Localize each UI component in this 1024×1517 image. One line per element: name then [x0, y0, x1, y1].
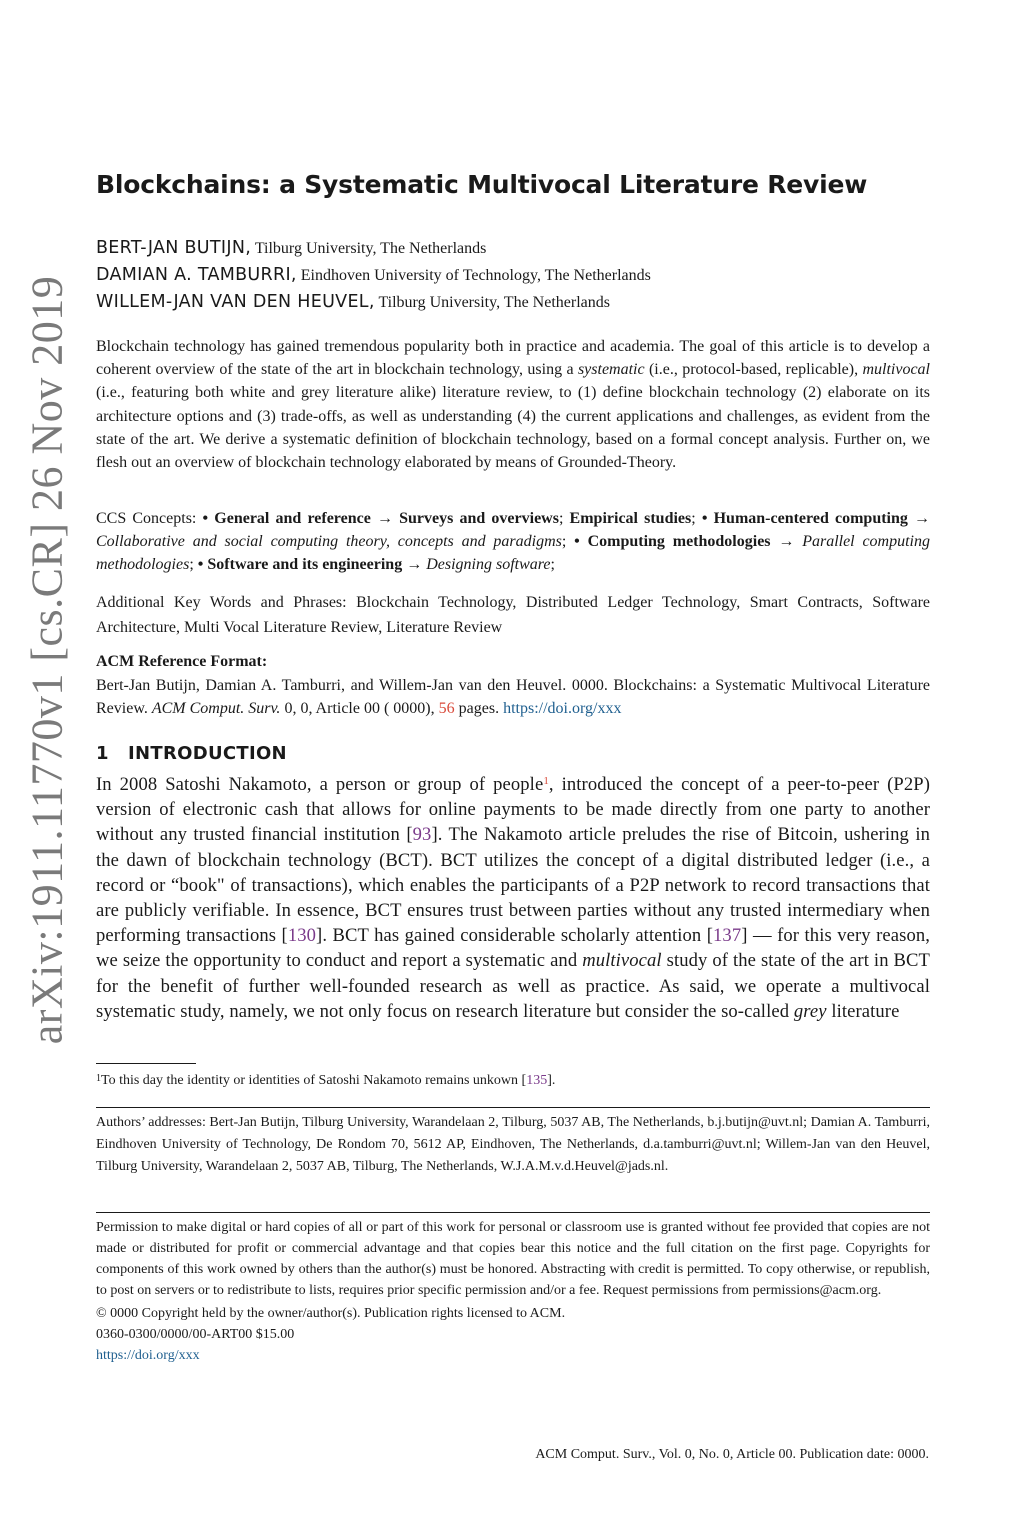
citation-link[interactable]: 130 — [287, 925, 317, 947]
author-affiliation: Tilburg University, The Netherlands — [378, 294, 610, 311]
page-footer: ACM Comput. Surv., Vol. 0, No. 0, Article 00. Publication date: 0000. — [535, 1447, 929, 1462]
doi-link[interactable]: https://doi.org/xxx — [96, 1348, 200, 1363]
author-affiliation: Eindhoven University of Technology, The Netherlands — [300, 267, 651, 284]
author-list — [96, 238, 930, 319]
doi-link[interactable]: https://doi.org/xxx — [503, 700, 622, 717]
author-name: WILLEM-JAN VAN DEN HEUVEL, — [96, 292, 375, 312]
citation-link[interactable]: 135 — [526, 1073, 548, 1088]
intro-paragraph: In 2008 Satoshi Nakamoto, a person or group of people$^1$, introduced the concept of a peer-to-peer (P2P) version of electronic cash that allows for online payments to be made directly from one party to another without any trusted financial institution [93]. The Nakamoto article preludes the rise of Bitcoin, ushering in the dawn of blockchain technology (BCT). BCT utilizes the concept of a digital distributed ledger (i.e., a record or “book" of transactions), which enables the participants of a P2P network to record transactions that are publicly verifiable. In essence, BCT ensures trust between parties without any trusted intermediary when performing transactions [130]. BCT has gained considerable scholarly attention [137] — for this very reason, we seize the opportunity to conduct and report a systematic and multivocal study of the state of the art in BCT for the benefit of further well-founded research as well as practice. As said, we operate a multivocal systematic study, namely, we not only focus on research literature but consider the so-called grey literature — [96, 774, 931, 1022]
acm-reference-label: ACM Reference Format: — [96, 653, 268, 670]
author-entry — [96, 292, 930, 319]
copyright-line: © 0000 Copyright held by the owner/author(s). Publication rights licensed to ACM. — [96, 1306, 566, 1321]
permission-text: Permission to make digital or hard copies of all or part of this work for personal or classroom use is granted without fee provided that copies are not made or distributed for profit or commercial advantage and that copies bear this notice and the full citation on the first page. Copyrights for components of this work owned by others than the author(s) must be honored. Abstracting with credit is permitted. To copy otherwise, or republish, to post on servers or to redistribute to lists, requires prior specific permission and/or a fee. Request permissions from permissions@acm.org. — [96, 1220, 930, 1298]
author-entry — [96, 265, 930, 292]
author-affiliation: Tilburg University, The Netherlands — [254, 240, 487, 257]
paper-title: Blockchains: a Systematic Multivocal Literature Review — [96, 170, 868, 199]
divider — [96, 1107, 930, 1108]
author-addresses: Authors’ addresses: Bert-Jan Butijn, Tilburg University, Warandelaan 2, Tilburg, 5037 AB, The Netherlands, b.j.butijn@uvt.nl; Damian A. Tamburri, Eindhoven University of Technology, De Rondom 70, 5612 AP, Eindhoven, The Netherlands, d.a.tamburri@uvt.nl; Willem-Jan van den Heuvel, Tilburg University, Warandelaan 2, 5037 AB, Tilburg, The Netherlands, W.J.A.M.v.d.Heuvel@jads.nl. — [96, 1115, 930, 1174]
acm-reference: ACM Reference Format: Bert-Jan Butijn, Damian A. Tamburri, and Willem-Jan van den Heuvel. 0000. Blockchains: a Systematic Multivocal Literature Review. ACM Comput. Surv. 0, 0, Article 00 ( 0000), 56 pages. https://doi.org/xxx — [96, 650, 930, 721]
ccs-concepts: CCS Concepts: • General and reference → Surveys and overviews; Empirical studies; • Human-centered computing → Collaborative and social computing theory, concepts and paradigms; • Computing methodologies → Parallel computing methodologies; • Software and its engineering → Designing software; — [96, 510, 931, 574]
citation-link[interactable]: 93 — [412, 824, 432, 846]
footnote: $^1$To this day the identity or identities of Satoshi Nakamoto remains unkown [135]. — [96, 1073, 556, 1088]
author-name: DAMIAN A. TAMBURRI, — [96, 265, 297, 285]
footnote-ref[interactable]: 1 — [543, 775, 549, 787]
author-entry — [96, 238, 930, 265]
issn-line: 0360-0300/0000/00-ART00 $15.00 — [96, 1327, 295, 1342]
divider — [96, 1212, 930, 1213]
keywords: Additional Key Words and Phrases: Blockchain Technology, Distributed Ledger Technology, Smart Contracts, Software Architecture, Multi Vocal Literature Review, Literature Review — [96, 594, 930, 636]
author-name: BERT-JAN BUTIJN, — [96, 238, 252, 258]
permission-block — [96, 1217, 930, 1366]
arxiv-id: arXiv:1911.11770v1 [cs.CR] 26 Nov 2019 — [22, 275, 72, 1045]
abstract: Blockchain technology has gained tremendous popularity both in practice and academia. The goal of this article is to develop a coherent overview of the state of the art in blockchain technology, using a systematic (i.e., protocol-based, replicable), multivocal (i.e., featuring both white and grey literature alike) literature review, to (1) define blockchain technology (2) elaborate on its architecture options and (3) trade-offs, as well as understanding (4) the current applications and challenges, as evident from the state of the art. We derive a systematic definition of blockchain technology, based on a formal concept analysis. Further on, we flesh out an overview of blockchain technology elaborated by means of Grounded-Theory. — [96, 338, 930, 472]
citation-link[interactable]: 137 — [713, 925, 742, 947]
footnote-rule — [96, 1063, 196, 1064]
section-heading: 1 INTRODUCTION — [96, 743, 287, 764]
